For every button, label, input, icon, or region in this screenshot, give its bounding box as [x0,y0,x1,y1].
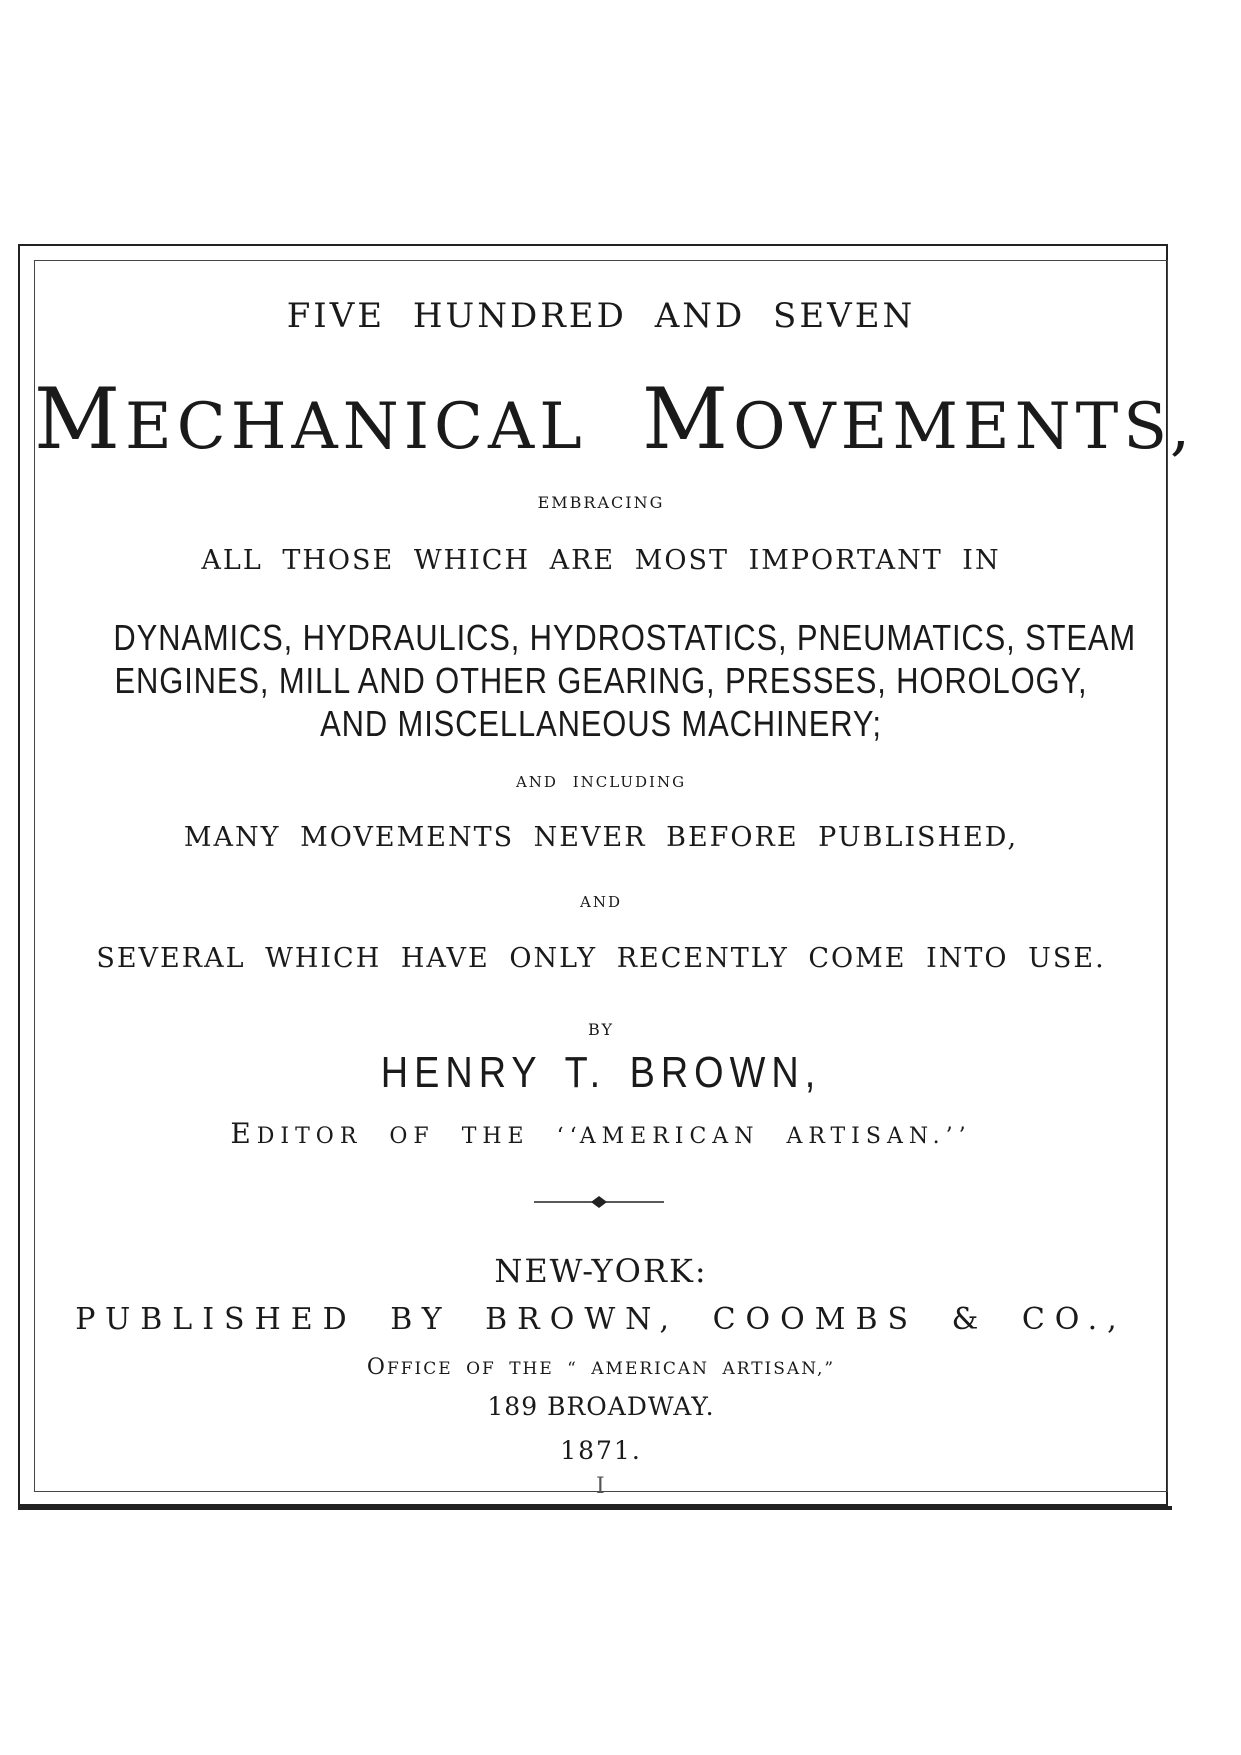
main-title-word-1: ECHANICAL [125,390,643,464]
imprint-year: 1871. [560,1436,642,1465]
main-title-word-2: OVEMENTS, [733,390,1196,464]
author-title-initial: E [230,1117,257,1150]
all-those-line: ALL THOSE WHICH ARE MOST IMPORTANT IN [201,545,1001,576]
embracing-label: EMBRACING [537,493,665,512]
main-title-initial-2: M [642,370,734,468]
author-title [34,1117,1168,1150]
imprint-city: NEW-YORK: [494,1252,708,1290]
author-name: HENRY T. BROWN, [380,1048,822,1097]
main-title [34,370,1196,468]
imprint-publisher: PUBLISHED BY BROWN, COOMBS & CO., [75,1302,1127,1337]
imprint-office [34,1355,1168,1380]
subjects-line-3: AND MISCELLANEOUS MACHINERY; [320,703,882,744]
many-movements-line: MANY MOVEMENTS NEVER BEFORE PUBLISHED, [183,822,1019,853]
signature-mark: Ⅰ [596,1474,605,1499]
ornament-rule [534,1195,664,1209]
by-label: BY [587,1020,615,1039]
subjects-line-1: DYNAMICS, HYDRAULICS, HYDROSTATICS, PNEUMATICS, STEAM [113,617,1137,658]
ornament-diamond [591,1196,607,1208]
and-including-label: AND INCLUDING [515,773,687,791]
and-label: AND [580,893,622,911]
subjects-line-2: ENGINES, MILL AND OTHER GEARING, PRESSES, HOROLOGY, [114,660,1088,701]
imprint-office-rest: FFICE OF THE “ AMERICAN ARTISAN,” [386,1359,836,1379]
several-line: SEVERAL WHICH HAVE ONLY RECENTLY COME INTO USE. [96,943,1106,974]
imprint-office-initial: O [366,1355,387,1380]
title-preface: FIVE HUNDRED AND SEVEN [286,296,916,336]
author-title-rest: DITOR OF THE ‘‘AMERICAN ARTISAN.’’ [256,1124,972,1149]
imprint-address: 189 BROADWAY. [487,1392,715,1421]
main-title-initial-1: M [34,370,126,468]
